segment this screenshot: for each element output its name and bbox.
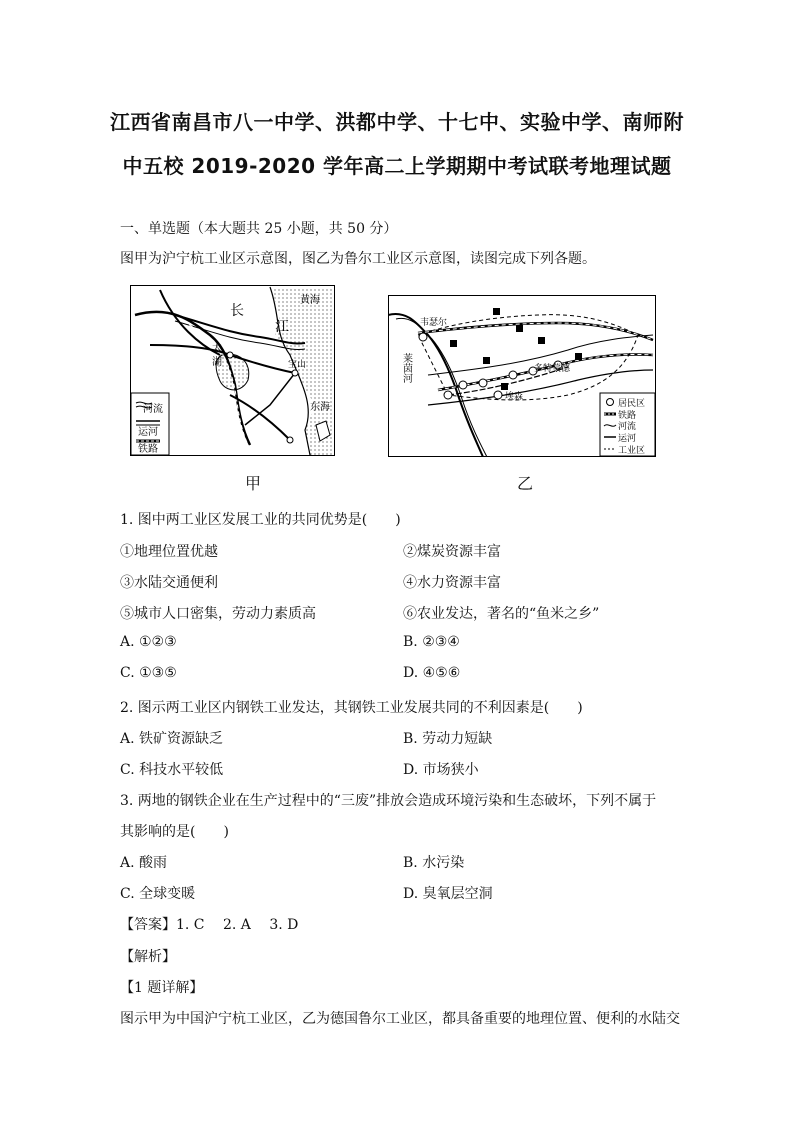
analysis-heading: 【解析】 xyxy=(120,949,176,965)
label-hu: 湖 xyxy=(212,357,222,368)
q1-item-5: ⑤城市人口密集，劳动力素质高 xyxy=(120,606,316,622)
q1-option-a: A. ①②③ xyxy=(120,634,177,650)
q1-option-d: D. ④⑤⑥ xyxy=(403,665,461,681)
q1-item-2: ②煤炭资源丰富 xyxy=(403,544,501,560)
q2-option-b: B. 劳动力短缺 xyxy=(403,731,493,747)
label-duotemengde: 多特蒙德 xyxy=(534,364,571,374)
q3-stem-line-2: 其影响的是( ) xyxy=(120,824,229,840)
page-title-line-2: 中五校 2019-2020 学年高二上学期期中考试联考地理试题 xyxy=(122,154,672,178)
legend-railway: 铁路 xyxy=(618,411,637,421)
label-laiyinhe: 莱茵河 xyxy=(400,353,412,383)
map-hu-ning-hang xyxy=(130,285,335,456)
label-weizeer: 韦瑟尔 xyxy=(420,318,448,328)
q1-item-1: ①地理位置优越 xyxy=(120,544,218,560)
legend-canal-label: 运河 xyxy=(138,427,158,438)
q3-option-b: B. 水污染 xyxy=(403,855,465,871)
label-chang: 长 xyxy=(230,303,244,319)
legend-residential: 居民区 xyxy=(618,399,646,409)
q3-stem-line-1: 3. 两地的钢铁企业在生产过程中的“三废”排放会造成环境污染和生态破坏，下列不属于 xyxy=(120,793,657,809)
legend-industrial-zone: 工业区 xyxy=(618,446,646,456)
label-huanghai: 黄海 xyxy=(300,295,320,306)
section-heading: 一、单选题（本大题共 25 小题，共 50 分） xyxy=(120,221,398,237)
detail-text: 图示甲为中国沪宁杭工业区，乙为德国鲁尔工业区，都具备重要的地理位置、便利的水陆交 xyxy=(120,1011,680,1027)
q1-item-4: ④水力资源丰富 xyxy=(403,575,501,591)
label-donghai: 东海 xyxy=(310,402,330,413)
page-title-line-1: 江西省南昌市八一中学、洪都中学、十七中、实验中学、南师附 xyxy=(110,110,684,134)
label-jiang: 江 xyxy=(275,319,289,335)
figure-a-label: 甲 xyxy=(245,474,262,493)
label-baoshan: 宝山 xyxy=(288,360,307,370)
map-ruhr xyxy=(388,295,656,457)
q3-option-c: C. 全球变暖 xyxy=(120,886,196,902)
q1-item-3: ③水陆交通便利 xyxy=(120,575,218,591)
answer-line: 【答案】1. C 2. A 3. D xyxy=(120,917,299,933)
q1-option-b: B. ②③④ xyxy=(403,634,460,650)
figure-b-label: 乙 xyxy=(517,474,534,493)
q2-stem: 2. 图示两工业区内钢铁工业发达，其钢铁工业发展共同的不利因素是( ) xyxy=(120,700,583,716)
legend-canal: 运河 xyxy=(618,434,637,444)
q2-option-d: D. 市场狭小 xyxy=(403,762,479,778)
legend-river: 河流 xyxy=(618,422,637,432)
q3-option-d: D. 臭氧层空洞 xyxy=(403,886,493,902)
label-aisen: 埃森 xyxy=(505,392,524,402)
legend-railway-label: 铁路 xyxy=(138,444,158,455)
q1-stem: 1. 图中两工业区发展工业的共同优势是( ) xyxy=(120,512,401,528)
q2-option-c: C. 科技水平较低 xyxy=(120,762,224,778)
intro-text: 图甲为沪宁杭工业区示意图，图乙为鲁尔工业区示意图，读图完成下列各题。 xyxy=(120,251,596,267)
q1-option-c: C. ①③⑤ xyxy=(120,665,177,681)
legend-river-label: 河流 xyxy=(143,404,163,415)
detail-heading: 【1 题详解】 xyxy=(120,980,204,996)
q1-item-6: ⑥农业发达，著名的“鱼米之乡” xyxy=(403,606,600,622)
label-tai: 太 xyxy=(212,343,222,354)
q2-option-a: A. 铁矿资源缺乏 xyxy=(120,731,224,747)
q3-option-a: A. 酸雨 xyxy=(120,855,168,871)
